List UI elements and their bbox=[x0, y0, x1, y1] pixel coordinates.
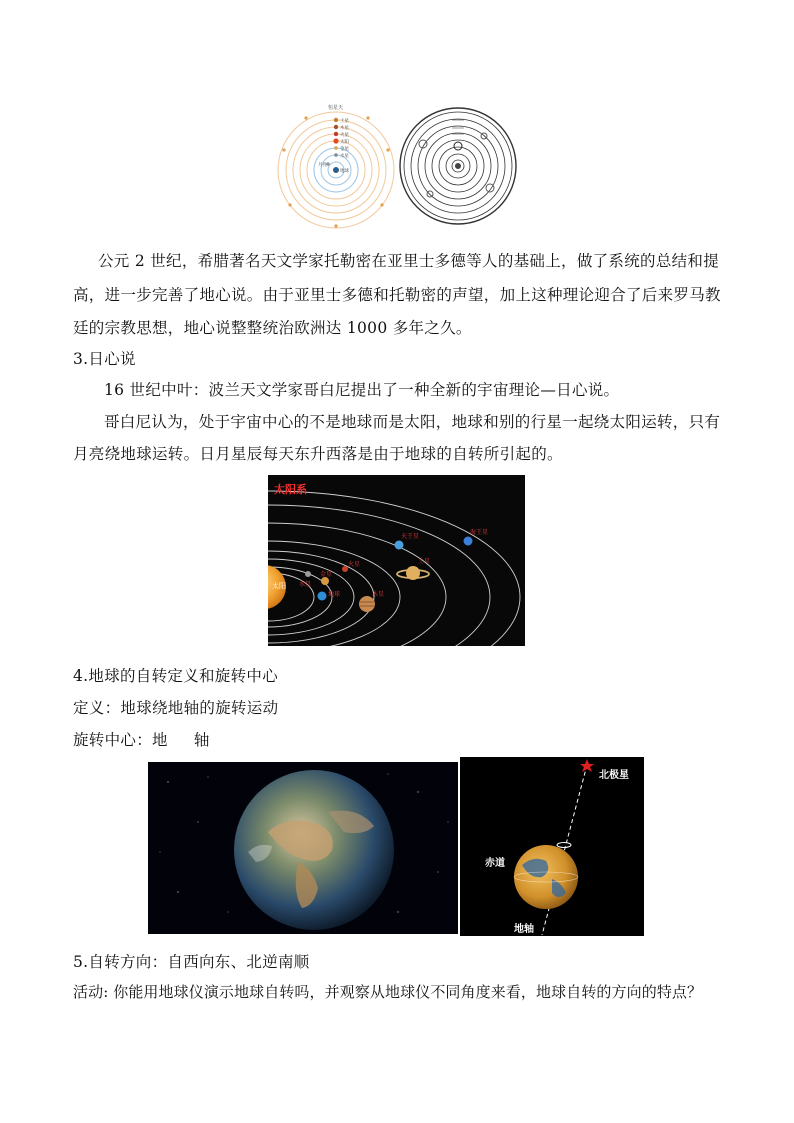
label-saturn: 土星 bbox=[340, 119, 349, 124]
label-fixed-stars: 恒星天 bbox=[328, 105, 344, 111]
earth-photo-svg bbox=[148, 762, 458, 934]
jupiter-shape bbox=[359, 596, 375, 612]
section-3-paragraph-line-2: 月亮绕地球运转。日月星辰每天东升西落是由于地球的自转所引起的。 bbox=[73, 445, 563, 463]
venus-label: 金星 bbox=[320, 571, 333, 578]
solar-system-title: 太阳系 bbox=[274, 483, 307, 496]
ptolemy-paragraph-line-1: 公元 2 世纪，希腊著名天文学家托勒密在亚里士多德等人的基础上，做了系统的总结和提 bbox=[98, 252, 720, 270]
solar-system-figure bbox=[268, 475, 525, 646]
earth-axis-figure bbox=[460, 757, 644, 936]
earth-label: 地球 bbox=[328, 591, 341, 598]
activity-text: 活动: 你能用地球仪演示地球自转吗，并观察从地球仪不同角度来看，地球自转的方向的特点？ bbox=[73, 983, 703, 1001]
neptune-shape bbox=[464, 537, 473, 546]
equator-label: 赤道 bbox=[485, 858, 505, 869]
earth-axis-diagram bbox=[460, 757, 644, 936]
section-3-paragraph-line-1: 哥白尼认为，处于宇宙中心的不是地球而是太阳，地球和别的行星一起绕太阳运转，只有 bbox=[104, 413, 721, 431]
section-5-heading: 5.自转方向：自西向东、北逆南顺 bbox=[73, 953, 310, 971]
mars-label: 火星 bbox=[348, 561, 361, 568]
earth-shape bbox=[318, 592, 327, 601]
geocentric-diagram-right bbox=[398, 106, 518, 226]
neptune-label: 海王星 bbox=[470, 529, 489, 536]
saturn-shape bbox=[406, 566, 420, 580]
section-3-heading: 3.日心说 bbox=[73, 350, 136, 368]
label-venus: 金星 bbox=[340, 147, 349, 152]
mercury-label: 水星 bbox=[299, 581, 312, 588]
label-sun: 太阳 bbox=[340, 140, 349, 145]
axis-label: 地轴 bbox=[514, 924, 534, 935]
globe-shape bbox=[514, 845, 578, 909]
sun-label: 太阳 bbox=[272, 582, 286, 590]
label-jupiter: 木星 bbox=[340, 126, 349, 131]
section-4-definition: 定义：地球绕地轴的旋转运动 bbox=[73, 699, 279, 717]
ptolemy-paragraph-line-2: 高，进一步完善了地心说。由于亚里士多德和托勒密的声望，加上这种理论迎合了后来罗马教 bbox=[73, 286, 721, 304]
polaris-label: 北极星 bbox=[599, 770, 629, 781]
jupiter-label: 木星 bbox=[372, 591, 385, 598]
label-moon: 月亮 bbox=[318, 163, 327, 168]
uranus-shape bbox=[395, 541, 404, 550]
earth-photo bbox=[148, 762, 458, 934]
section-3-intro: 16 世纪中叶：波兰天文学家哥白尼提出了一种全新的宇宙理论—日心说。 bbox=[104, 381, 620, 399]
label-mercury: 水星 bbox=[340, 154, 349, 159]
mercury-shape bbox=[305, 571, 311, 577]
uranus-label: 天王星 bbox=[401, 533, 420, 540]
label-earth: 地球 bbox=[340, 169, 349, 174]
ptolemy-paragraph-line-3: 廷的宗教思想，地心说整整统治欧洲达 1000 多年之久。 bbox=[73, 319, 472, 337]
section-4-rotation-center: 旋转中心：地 轴 bbox=[73, 731, 210, 749]
geocentric-figure bbox=[276, 100, 520, 232]
solar-system-diagram bbox=[268, 475, 525, 646]
saturn-label: 土星 bbox=[418, 558, 431, 565]
section-4-heading: 4.地球的自转定义和旋转中心 bbox=[73, 667, 278, 685]
venus-shape bbox=[321, 577, 329, 585]
label-mars: 火星 bbox=[340, 133, 349, 138]
